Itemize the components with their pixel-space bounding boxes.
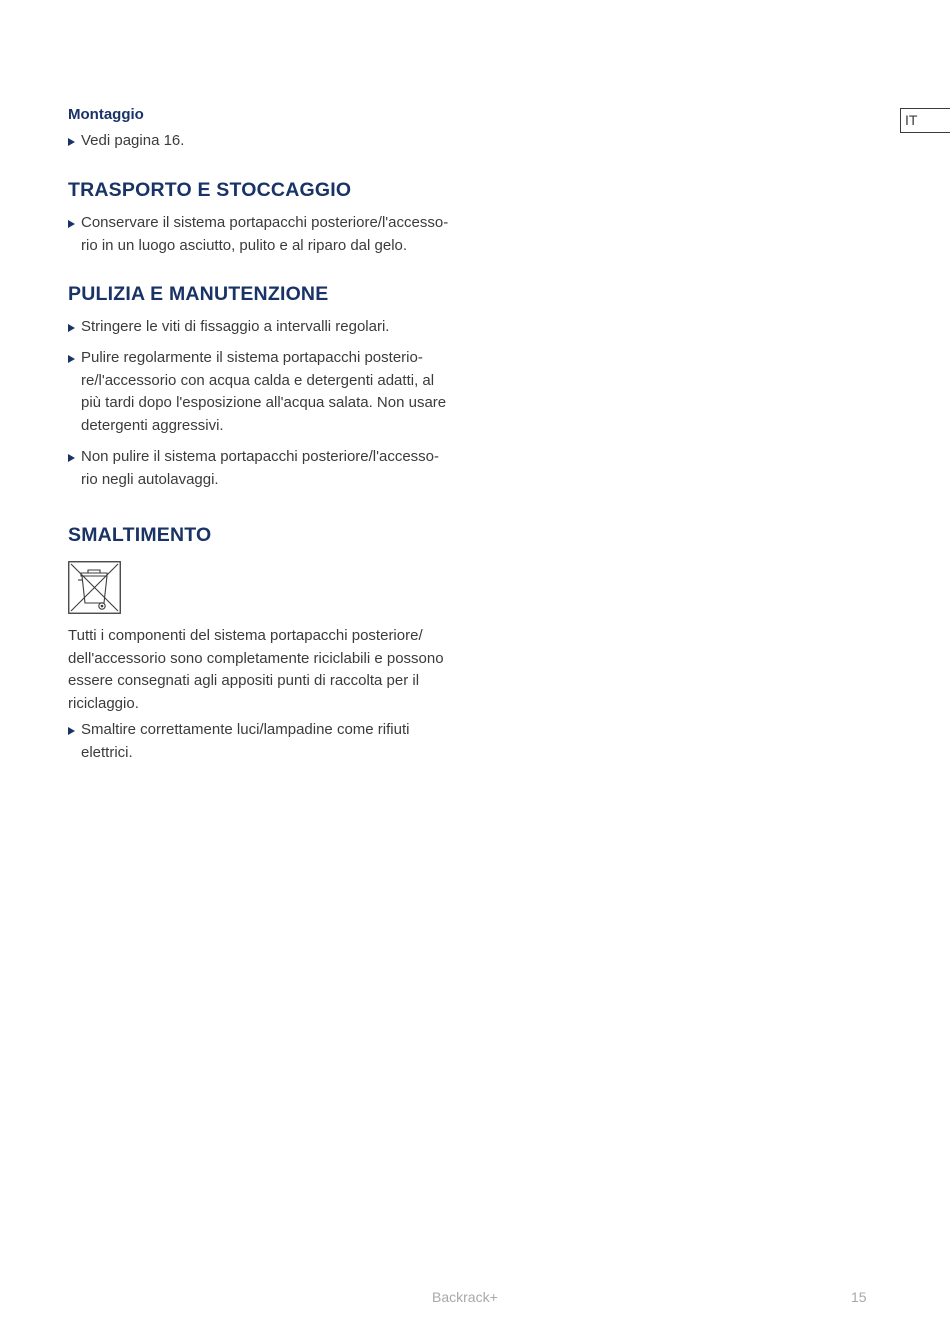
footer-product-name: Backrack+ <box>432 1289 498 1305</box>
bullet-triangle-icon <box>68 324 75 332</box>
bullet-triangle-icon <box>68 138 75 146</box>
pulizia-bullet: Pulire regolarmente il sistema portapacchi posterio-re/l'accessorio con acqua calda e detergenti adatti, al più tardi dopo l'esposizione all'acqua salata. Non usare detergenti aggressivi. <box>68 347 453 437</box>
pulizia-bullet: Stringere le viti di fissaggio a intervalli regolari. <box>68 316 453 339</box>
smaltimento-paragraph: Tutti i componenti del sistema portapacchi posteriore/ dell'accessorio sono completamente riciclabili e possono essere consegnati agli appositi punti di raccolta per il riciclaggio. <box>68 627 444 712</box>
bullet-triangle-icon <box>68 727 75 735</box>
crossed-out-wheelie-bin-icon <box>68 561 121 614</box>
section-trasporto-heading: TRASPORTO E STOCCAGGIO <box>68 179 352 201</box>
smaltimento-bullet: Smaltire correttamente luci/lampadine come rifiuti elettrici. <box>68 719 453 764</box>
section-montaggio-heading: Montaggio <box>68 106 144 123</box>
section-pulizia-heading: PULIZIA E MANUTENZIONE <box>68 283 329 305</box>
pulizia-bullet: Non pulire il sistema portapacchi posteriore/l'accesso-rio negli autolavaggi. <box>68 446 453 491</box>
bullet-triangle-icon <box>68 355 75 363</box>
trasporto-bullet: Conservare il sistema portapacchi posteriore/l'accesso-rio in un luogo asciutto, pulito e al riparo dal gelo. <box>68 212 453 257</box>
section-smaltimento-heading: SMALTIMENTO <box>68 524 212 546</box>
bullet-triangle-icon <box>68 454 75 462</box>
language-tab: IT <box>900 108 950 133</box>
bullet-triangle-icon <box>68 220 75 228</box>
montaggio-bullet: Vedi pagina 16. <box>68 130 453 153</box>
footer-page-number: 15 <box>851 1289 867 1305</box>
